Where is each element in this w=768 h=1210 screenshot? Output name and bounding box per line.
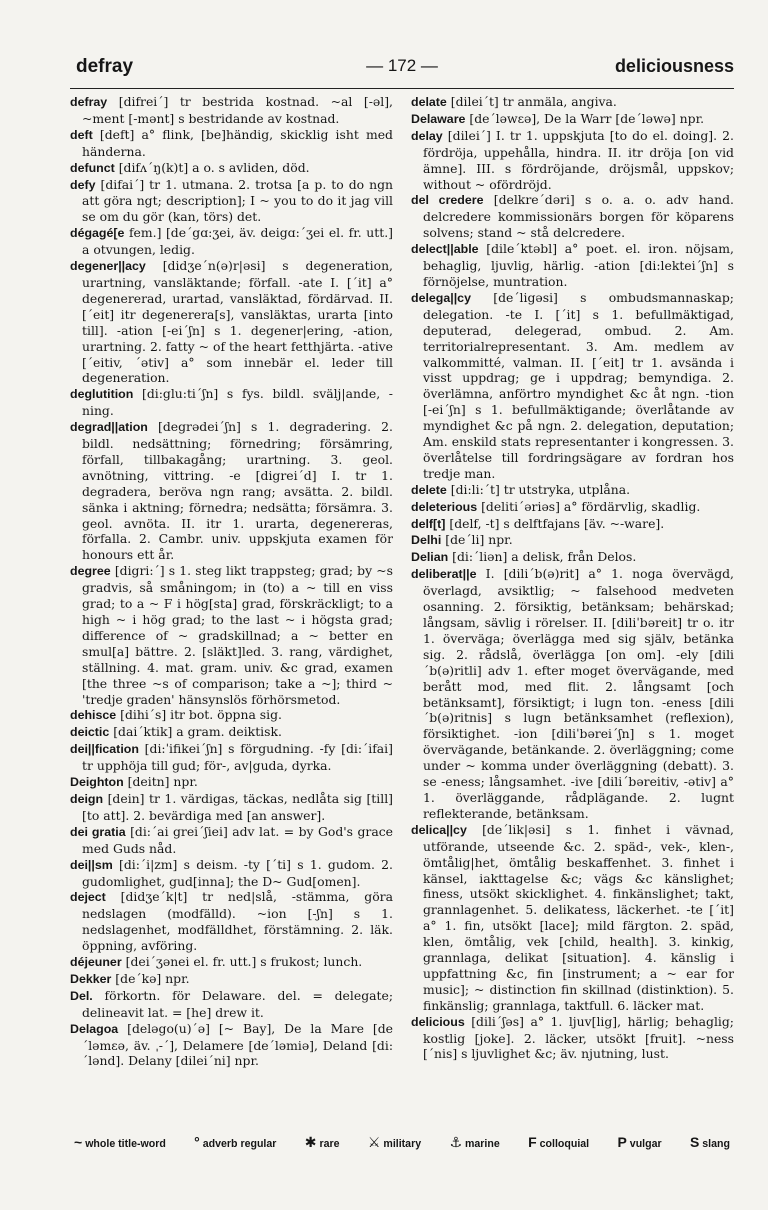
legend-label: rare: [319, 1138, 340, 1150]
legend-label: vulgar: [629, 1138, 662, 1150]
dictionary-entry: [70, 94, 393, 127]
entry-headword: defray: [70, 95, 108, 109]
dictionary-entry: [70, 386, 393, 419]
legend-label: whole title-word: [85, 1138, 166, 1150]
page-header: [70, 54, 734, 89]
entry-definition: [di:ˈifikei´ʃn] s förgudning. -fy [di:´ifai] tr upphöja till gud; för-, av|guda, dyrka.: [82, 741, 393, 774]
entry-definition: [de´lik|əsi] s 1. finhet i vävnad, utförande, utseende &c. 2. späd-, vek-, klen-, ömtålig|het, ömtålig beskaffenhet. 3. finhet i känsel, iakttagelse &c; vägs &c känslighet; finess, utsökt skicklighet. 4. finkänslighet; takt, grannlagenhet. 5. delikatess, läckerhet. -te [´it] a° 1. fin, utsökt [lace]; mild färgton. 2. späd, klen, ömtålig, vek [child, health]. 3. kinkig, grannlaga, delikat [situation]. 4. känslig i uppfattning &c, fin [instrument; a ~ ear for music]; ~ distinction fin skillnad (distinktion). 5. finkänslig; grannlaga, taktfull. 6. läcker mat.: [423, 821, 734, 1013]
legend-item: [690, 1134, 730, 1150]
entry-headword: Delhi: [411, 533, 442, 548]
entry-headword: Del.: [70, 988, 93, 1003]
dictionary-entry: [70, 774, 393, 791]
entry-headword: deliberat||e: [411, 567, 477, 582]
entry-headword: defy: [70, 177, 96, 192]
legend-symbol-icon: ~: [74, 1134, 83, 1150]
legend-symbol-icon: S: [689, 1134, 700, 1150]
entry-definition: [difai´] tr 1. utmana. 2. trotsa [a p. to do ngn att göra ngt; description]; I ~ you to do it jag vill se om du gör (kan, törs) det.: [82, 176, 393, 225]
entry-definition: [de´ləwεə], De la Warr [de´ləwə] npr.: [469, 110, 705, 126]
entry-headword: delate: [411, 95, 447, 109]
dictionary-entry: [411, 532, 734, 549]
dictionary-entry: [70, 419, 393, 563]
entry-definition: [de´li] npr.: [445, 532, 513, 548]
dictionary-entry: [70, 707, 393, 724]
left-guideword: defray: [76, 56, 134, 77]
legend-symbol-icon: P: [617, 1134, 627, 1150]
entry-headword: Delagoa: [70, 1021, 119, 1036]
legend-item: [368, 1134, 421, 1151]
dictionary-entry: [411, 192, 734, 241]
entry-definition: [difrei´] tr bestrida kostnad. ~al [-əl], ~ment [-mənt] s bestridande av kostnad.: [82, 94, 393, 126]
left-column: [70, 92, 393, 1124]
right-column: [411, 92, 734, 1124]
dictionary-entry: [70, 563, 393, 707]
entry-headword: delega||cy: [411, 290, 471, 305]
abbreviation-legend: [70, 1134, 734, 1151]
entry-definition: [de´kə] npr.: [115, 970, 190, 986]
entry-headword: delf[t]: [411, 516, 446, 531]
dictionary-entry: [411, 549, 734, 566]
entry-headword: Delaware: [411, 111, 466, 126]
entry-definition: [dili´ʃəs] a° 1. ljuv[lig], härlig; behaglig; kostlig [joke]. 2. läcker, utsökt [fruit]. ~ness [´nis] s ljuvlighet &c; äv. njutning, lust.: [423, 1013, 734, 1062]
entry-headword: degree: [70, 564, 111, 579]
dictionary-entry: [70, 1021, 393, 1070]
entry-definition: [dilei´] I. tr 1. uppskjuta [to do el. doing]. 2. fördröja, uppehålla, hindra. II. itr dröja [on vid ämne]. III. s fördröjande, dröjsmål, uppskov; without ~ ofördröjd.: [423, 127, 734, 192]
dictionary-entry: [411, 822, 734, 1014]
legend-label: colloquial: [539, 1138, 590, 1150]
entry-headword: dégagé[e: [70, 226, 125, 241]
legend-symbol-icon: °: [194, 1134, 200, 1150]
legend-item: [74, 1134, 166, 1150]
legend-item: [449, 1134, 499, 1151]
dictionary-entry: [411, 566, 734, 822]
dictionary-entry: [70, 954, 393, 971]
entry-headword: Delian: [411, 550, 449, 565]
entry-definition: [deləgo(u)´ə] [~ Bay], De la Mare [de´ləmεə, äv. ˌ-´], Delamere [de´ləmiə], Deland [di:´lənd]. Delany [dilei´ni] npr.: [82, 1020, 393, 1069]
entry-headword: dei||fication: [70, 742, 139, 757]
entry-definition: [difʌ´ŋ(k)t] a o. s avliden, död.: [118, 159, 310, 175]
entry-definition: förkortn. för Delaware. del. = delegate; delineavit lat. = [he] drew it.: [82, 987, 393, 1020]
entry-headword: defunct: [70, 160, 115, 175]
entry-definition: [degrədei´ʃn] s 1. degradering. 2. bildl. nedsättning; förnedring; försämring, förfall, tillbakagång; urartning. 3. geol. avnötning, vittring. -e [digrei´d] I. tr 1. degradera, beröva ngn rang; avsätta. 2. bildl. sänka i aktning; förnedra; nedsätta; försämra. 3. geol. avnöta. II. itr 1. urarta, degenereras, förfalla. 2. Cambr. univ. uppskjuta examen för honours ett år.: [82, 419, 393, 563]
entry-headword: delete: [411, 482, 447, 497]
dictionary-entry: [411, 1014, 734, 1063]
entry-headword: déjeuner: [70, 955, 122, 970]
entry-definition: [delkre´dəri] s o. a. o. adv hand. delcredere kommissionärs borgen för köparens solvens; stand ~ stå delcredere.: [423, 192, 734, 241]
dictionary-entry: [70, 889, 393, 954]
entry-definition: [dai´ktik] a gram. deiktisk.: [113, 724, 282, 740]
entry-headword: deglutition: [70, 387, 134, 402]
entry-definition: [di:´ai grei´ʃiei] adv lat. = by God's grace med Guds nåd.: [82, 823, 393, 856]
entry-headword: del credere: [411, 193, 484, 208]
entry-headword: deleterious: [411, 499, 478, 514]
legend-item: [617, 1134, 661, 1150]
entry-headword: delect||able: [411, 242, 479, 257]
dictionary-entry: [70, 988, 393, 1021]
dictionary-entry: [70, 127, 393, 160]
dictionary-entry: [411, 241, 734, 290]
legend-item: [305, 1134, 340, 1151]
entry-definition: [dile´ktəbl] a° poet. el. iron. nöjsam, behaglig, ljuvlig, härlig. -ation [di:lektei´ʃn] s förnöjelse, muntration.: [423, 241, 734, 289]
dictionary-entry: [70, 258, 393, 386]
entry-headword: deictic: [70, 725, 110, 740]
entry-headword: dei||sm: [70, 857, 113, 872]
dictionary-entry: [70, 741, 393, 774]
entry-headword: deft: [70, 127, 93, 142]
legend-symbol-icon: ✱: [304, 1134, 317, 1150]
legend-label: slang: [702, 1138, 730, 1150]
entry-headword: Deighton: [70, 775, 124, 790]
entry-definition: [dilei´t] tr anmäla, angiva.: [450, 94, 617, 109]
entry-definition: [dihi´s] itr bot. öppna sig.: [120, 707, 282, 723]
entry-headword: degrad||ation: [70, 420, 148, 435]
entry-headword: dehisce: [70, 708, 117, 723]
dictionary-entry: [411, 290, 734, 482]
entry-definition: [di:´i|zm] s deism. -ty [´ti] s 1. gudom. 2. gudomlighet, gud[inna]; the D~ Gud[omen].: [82, 856, 393, 889]
entry-headword: Dekker: [70, 971, 112, 986]
entry-definition: [deliti´əriəs] a° fördärvlig, skadlig.: [481, 498, 701, 514]
columns: [70, 92, 734, 1124]
entry-headword: delay: [411, 128, 443, 143]
entry-headword: delica||cy: [411, 822, 467, 837]
legend-item: [194, 1134, 276, 1150]
entry-definition: [deitn] npr.: [127, 774, 198, 790]
entry-headword: dei gratia: [70, 824, 126, 839]
legend-label: marine: [465, 1138, 500, 1150]
dictionary-entry: [411, 499, 734, 516]
legend-label: military: [383, 1138, 422, 1150]
entry-definition: [delf, -t] s delftfajans [äv. ~-ware].: [449, 515, 665, 531]
entry-headword: degener||acy: [70, 259, 146, 274]
dictionary-entry: [70, 225, 393, 258]
entry-definition: [di:glu:ti´ʃn] s fys. bildl. svälj|ande, -ning.: [82, 386, 393, 419]
dictionary-entry: [411, 482, 734, 499]
dictionary-entry: [411, 516, 734, 533]
entry-definition: [digri:´] s 1. steg likt trappsteg; grad; by ~s gradvis, så småningom; in (to) a ~ till en viss grad; to a ~ F i hög[sta] grad, förskräckligt; to a high ~ i hög grad; to the last ~ i högsta grad; difference of ~ gradskillnad; a ~ better en smul[a] bättre. 2. [släkt]led. 3. rang, värdighet, ställning. 4. mat. gram. univ. &c grad, examen [the three ~s of comparison; take a ~]; third ~ 'tredje graden' hänsynslös förhörsmetod.: [82, 563, 393, 707]
dictionary-entry: [411, 111, 734, 128]
entry-definition: [de´ligəsi] s ombudsmannaskap; delegation. -te I. [´it] s 1. befullmäktigad, deputerad, delegerad, ombud. 2. Am. territorialrepresentant. 3. Am. medlem av valkommitté, valman. II. [´eit] tr 1. avsända i visst uppdrag; ge i uppdrag; bemyndiga. 2. överlämna, anförtro myndighet &c åt ngn. -tion [-ei´ʃn] s 1. befullmäktigande; överlåtande av myndighet &c på ngn. 2. delegation, deputation; Am. enskild stats representanter i kongressen. 3. överlåtelse till fordringsägare av fordran hos tredje man.: [423, 289, 734, 481]
entry-definition: [deft] a° flink, [be]händig, skicklig isht med händerna.: [82, 126, 393, 159]
dictionary-entry: [70, 971, 393, 988]
page-number: — 172 —: [366, 56, 438, 75]
dictionary-entry: [70, 724, 393, 741]
dictionary-entry: [70, 177, 393, 226]
dictionary-entry: [411, 128, 734, 193]
entry-definition: [didʒe´n(ə)r|əsi] s degeneration, urartning, vansläktande; förfall. -ate I. [´it] a° degenererad, urartad, vansläktad, fördärvad. II. [´eit] itr degenerera[s], vansläktas, urarta [into till]. -ation [-ei´ʃn] s 1. degener|ering, -ation, urartning. 2. fatty ~ of the heart fetthjärta. -ative [´eitiv, ´ətiv] a° som innebär el. leder till degeneration.: [82, 258, 393, 386]
dictionary-entry: [411, 94, 734, 111]
right-guideword: deliciousness: [614, 56, 734, 76]
dictionary-entry: [70, 857, 393, 890]
entry-definition: [di:´liən] a delisk, från Delos.: [452, 549, 637, 565]
dictionary-entry: [70, 791, 393, 824]
entry-headword: deign: [70, 791, 104, 806]
entry-headword: deject: [70, 890, 106, 905]
dictionary-entry: [70, 824, 393, 857]
entry-definition: [dei´ʒənei el. fr. utt.] s frukost; lunch.: [125, 954, 363, 970]
entry-definition: [didʒe´k|t] tr ned|slå, -stämma, göra nedslagen (modfälld). ~ion [-ʃn] s 1. nedslagenhet, modfälldhet, förstämning. 2. läk. öppning, avföring.: [82, 889, 393, 954]
legend-label: adverb regular: [202, 1138, 277, 1150]
dictionary-entry: [70, 160, 393, 177]
legend-symbol-icon: F: [528, 1134, 537, 1150]
legend-item: [528, 1134, 589, 1150]
entry-definition: I. [dili´b(ə)rit] a° 1. noga övervägd, överlagd, avsiktlig; ~ falsehood medveten osanning. 2. försiktig, betänksam; behärskad; långsam, sävlig i rörelser. II. [diliˈbəreit] tr o. itr 1. överväga; överlägga med sig själv, betänka sig. 2. rådslå, överlägga [on om]. -ely [dili´b(ə)ritli] adv 1. efter moget övervägande, med berått mod, med flit. 2. långsamt [och betänksamt], försiktigt; i lugn ton. -eness [dili´b(ə)ritnis] s lugn betänksamhet (reflexion), försiktighet. -ion [diliˈbərei´ʃn] s 1. moget övervägande, betänkande. 2. överläggning; come under ~ komma under överläggning (debatt). 3. se -eness; långsamhet. -ive [dili´bərеitiv, -ətiv] a° 1. överläggande, rådplägande. 2. lugnt reflekterande, betänksam.: [423, 566, 734, 821]
entry-definition: [di:li:´t] tr utstryka, utplåna.: [450, 481, 631, 497]
entry-definition: fem.] [de´gɑ:ʒei, äv. deigɑ:´ʒei el. fr. utt.] a otvungen, ledig.: [82, 225, 393, 258]
dictionary-page: [70, 54, 734, 1184]
entry-headword: delicious: [411, 1014, 465, 1029]
legend-symbol-icon: ⚔: [367, 1134, 381, 1150]
legend-symbol-icon: ⚓: [449, 1134, 462, 1150]
entry-definition: [dein] tr 1. värdigas, täckas, nedlåta sig [till] [to att]. 2. bevärdiga med [an answer].: [82, 790, 393, 823]
